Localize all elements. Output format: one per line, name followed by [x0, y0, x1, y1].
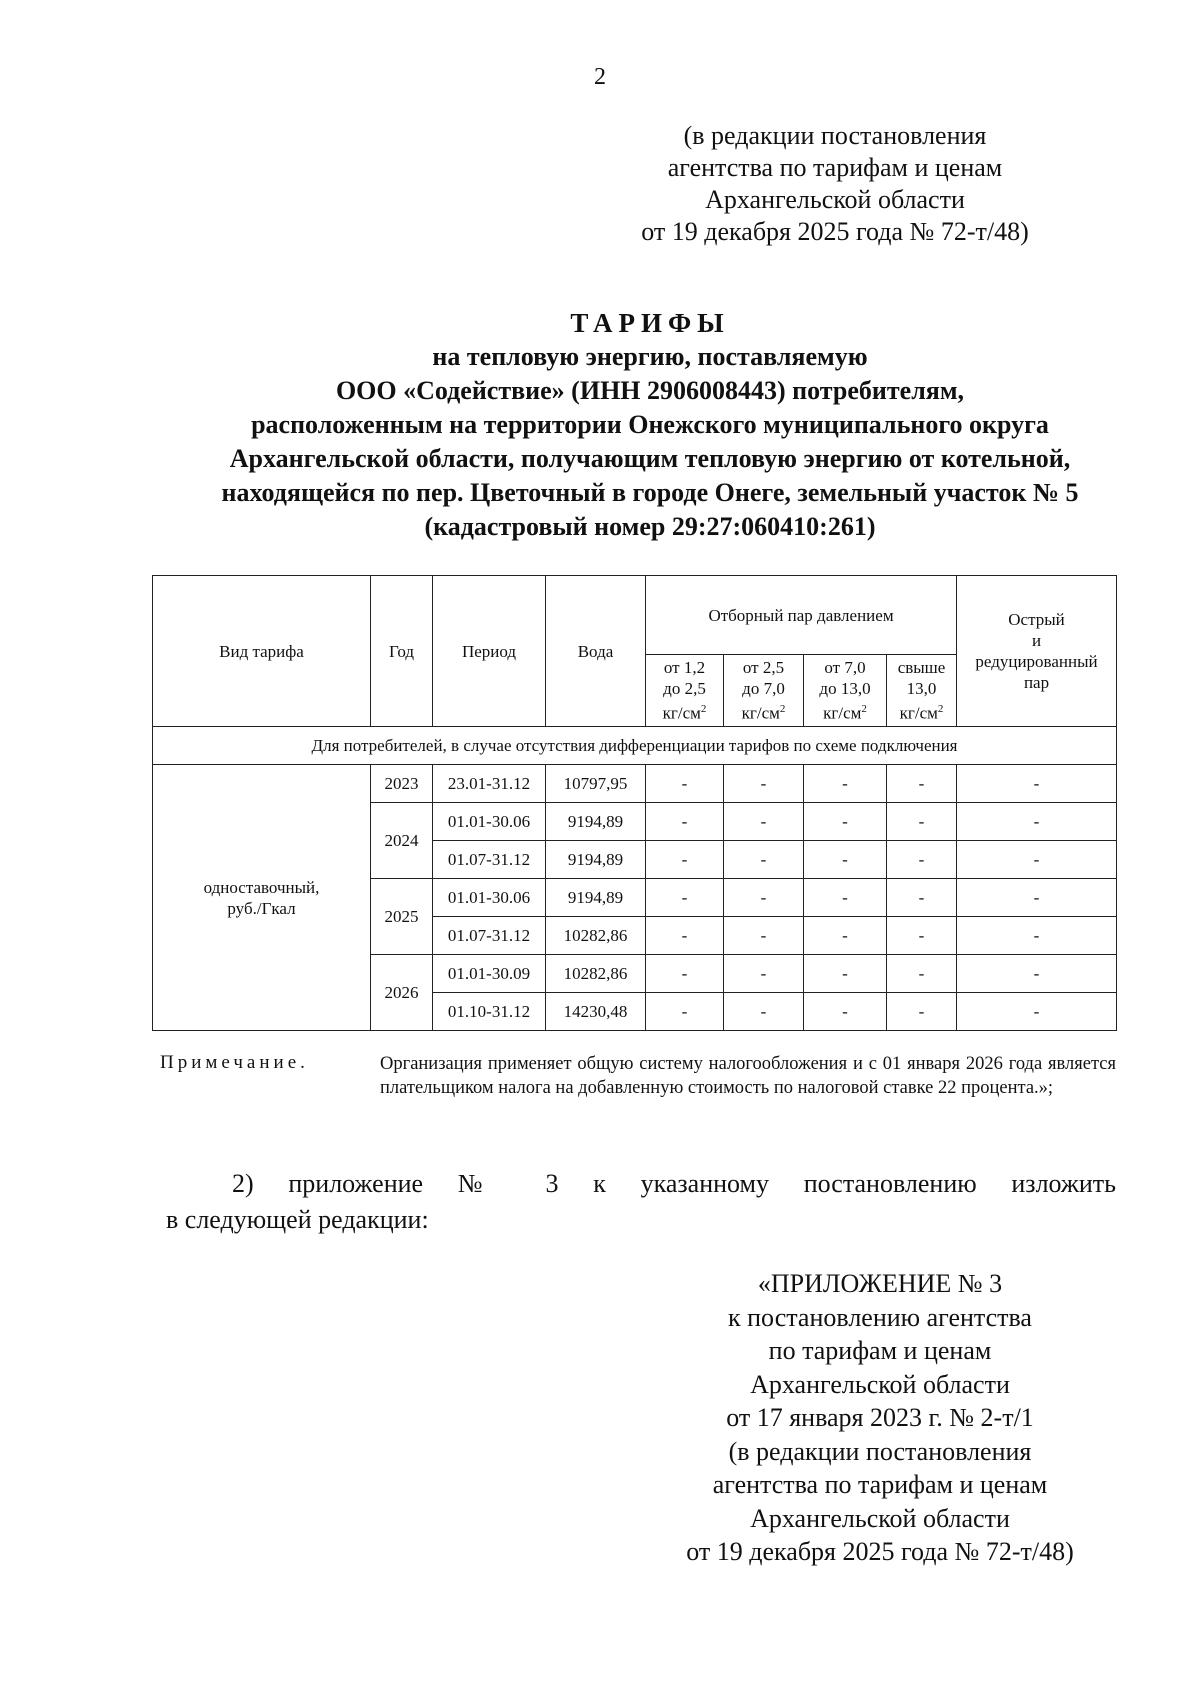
dash-cell: -: [646, 917, 724, 955]
cell-text: кг/см: [662, 703, 701, 723]
dash-cell: -: [887, 917, 957, 955]
dash-cell: -: [887, 765, 957, 803]
dash-cell: -: [724, 993, 804, 1031]
appendix-line: от 19 декабря 2025 года № 72-т/48): [686, 1537, 1074, 1566]
dash-cell: -: [804, 803, 887, 841]
dash-cell: -: [646, 955, 724, 993]
title-line: (кадастровый номер 29:27:060410:261): [424, 512, 876, 541]
header-period: Период: [433, 576, 546, 727]
dash-cell: -: [957, 841, 1117, 879]
period-cell: 01.01-30.06: [433, 879, 546, 917]
water-cell: 9194,89: [546, 879, 646, 917]
header-steam-group: Отборный пар давлением: [646, 576, 957, 655]
period-cell: 23.01-31.12: [433, 765, 546, 803]
dash-cell: -: [804, 917, 887, 955]
period-cell: 01.07-31.12: [433, 917, 546, 955]
appendix-line: (в редакции постановления: [728, 1436, 1032, 1466]
title-line: Архангельской области, получающим тепловую энергию от котельной,: [229, 444, 1071, 473]
dash-cell: -: [887, 841, 957, 879]
document-title: [150, 306, 1150, 544]
page-number: 2: [594, 64, 606, 90]
cell-text: 2: [937, 703, 944, 716]
water-cell: 14230,48: [546, 993, 646, 1031]
dash-cell: -: [887, 955, 957, 993]
cell-text: до 2,5: [663, 679, 706, 699]
header-steam-2: [724, 655, 804, 727]
dash-cell: -: [957, 917, 1117, 955]
appendix-line: по тарифам и ценам: [768, 1336, 992, 1365]
header-steam-4: [887, 655, 957, 727]
header-steam-1: [646, 655, 724, 727]
header-sharp-steam: [957, 576, 1117, 727]
water-cell: 10797,95: [546, 765, 646, 803]
dash-cell: -: [804, 955, 887, 993]
cell-text: одноставочный,: [203, 877, 320, 897]
header-row-top: [153, 576, 1117, 655]
cell-text: от 2,5: [742, 658, 785, 678]
period-cell: 01.07-31.12: [433, 841, 546, 879]
period-cell: 01.01-30.09: [433, 955, 546, 993]
amendment-paragraph: [166, 1166, 1116, 1238]
cell-text: [804, 699, 886, 724]
cell-text: 2: [779, 703, 786, 716]
header-tariff-type: Вид тарифа: [153, 576, 371, 727]
dash-cell: -: [957, 765, 1117, 803]
water-cell: 10282,86: [546, 955, 646, 993]
section-row: [153, 727, 1117, 765]
dash-cell: -: [724, 955, 804, 993]
title-line: ООО «Содействие» (ИНН 2906008443) потребителям,: [335, 376, 965, 405]
dash-cell: -: [887, 993, 957, 1031]
tariff-type-cell: [153, 765, 371, 1031]
period-cell: 01.01-30.06: [433, 803, 546, 841]
edition-line: Архангельской области: [705, 185, 965, 214]
period-cell: 01.10-31.12: [433, 993, 546, 1031]
dash-cell: -: [646, 803, 724, 841]
appendix-line: Архангельской области: [750, 1503, 1010, 1533]
dash-cell: -: [804, 841, 887, 879]
cell-text: [724, 699, 803, 724]
edition-line: от 19 декабря 2025 года № 72-т/48): [641, 217, 1029, 246]
tariff-table: [152, 575, 1117, 1031]
appendix-line: к постановлению агентства: [728, 1302, 1032, 1332]
dash-cell: -: [646, 879, 724, 917]
edition-header: [620, 120, 1050, 248]
dash-cell: -: [646, 841, 724, 879]
cell-text: до 7,0: [742, 679, 785, 699]
cell-text: свыше: [897, 658, 946, 678]
edition-line: (в редакции постановления: [683, 121, 987, 150]
paragraph-line: 2) приложение № 3 к указанному постановлению изложить: [232, 1169, 1116, 1198]
year-cell: 2026: [371, 955, 433, 1031]
dash-cell: -: [724, 879, 804, 917]
title-main: ТАРИФЫ: [570, 308, 730, 338]
cell-text: кг/см: [899, 703, 938, 723]
cell-text: кг/см: [741, 703, 780, 723]
cell-text: [887, 699, 956, 724]
cell-text: 2: [861, 703, 867, 716]
dash-cell: -: [646, 993, 724, 1031]
note-text: Организация применяет общую систему налогообложения и с 01 января 2026 года является плательщиком налога на добавленную стоимость по налоговой ставке 22 процента.»;: [380, 1054, 1116, 1098]
header-sharp-line: редуцированный: [975, 652, 1098, 671]
dash-cell: -: [887, 879, 957, 917]
dash-cell: -: [724, 917, 804, 955]
cell-text: до 13,0: [819, 679, 871, 699]
dash-cell: -: [646, 765, 724, 803]
dash-cell: -: [957, 879, 1117, 917]
note-label: Примечание.: [160, 1052, 309, 1073]
dash-cell: -: [804, 879, 887, 917]
dash-cell: -: [724, 765, 804, 803]
water-cell: 9194,89: [546, 841, 646, 879]
appendix-line: «ПРИЛОЖЕНИЕ № 3: [757, 1269, 1003, 1298]
year-cell: 2024: [371, 803, 433, 879]
year-cell: 2025: [371, 879, 433, 955]
header-water: Вода: [546, 576, 646, 727]
cell-text: кг/см: [823, 703, 862, 723]
header-steam-3: [804, 655, 887, 727]
appendix-line: Архангельской области: [750, 1369, 1010, 1399]
appendix-line: от 17 января 2023 г. № 2-т/1: [726, 1403, 1034, 1432]
section-label: Для потребителей, в случае отсутствия дифференциации тарифов по схеме подключения: [153, 727, 1117, 765]
cell-text: от 1,2: [663, 658, 706, 678]
dash-cell: -: [804, 765, 887, 803]
dash-cell: -: [957, 955, 1117, 993]
dash-cell: -: [957, 993, 1117, 1031]
header-sharp-line: пар: [1023, 673, 1050, 692]
cell-text: от 7,0: [824, 658, 866, 678]
appendix-line: агентства по тарифам и ценам: [712, 1470, 1048, 1499]
title-line: находящейся по пер. Цветочный в городе Онеге, земельный участок № 5: [221, 478, 1079, 507]
dash-cell: -: [724, 803, 804, 841]
cell-text: руб./Гкал: [227, 898, 296, 918]
dash-cell: -: [887, 803, 957, 841]
edition-line: агентства по тарифам и ценам: [667, 153, 1003, 182]
dash-cell: -: [724, 841, 804, 879]
table-row: [153, 765, 1117, 803]
header-sharp-line: Острый: [1008, 610, 1065, 629]
cell-text: 2: [700, 703, 707, 716]
water-cell: 10282,86: [546, 917, 646, 955]
header-year: Год: [371, 576, 433, 727]
water-cell: 9194,89: [546, 803, 646, 841]
cell-text: 13,0: [906, 679, 937, 699]
cell-text: [646, 699, 723, 724]
dash-cell: -: [804, 993, 887, 1031]
title-line: расположенным на территории Онежского муниципального округа: [251, 410, 1049, 439]
title-line: на тепловую энергию, поставляемую: [432, 342, 868, 371]
appendix-header: [660, 1267, 1100, 1569]
dash-cell: -: [957, 803, 1117, 841]
paragraph-line: в следующей редакции:: [166, 1205, 429, 1234]
year-cell: 2023: [371, 765, 433, 803]
header-sharp-line: и: [1031, 631, 1042, 650]
